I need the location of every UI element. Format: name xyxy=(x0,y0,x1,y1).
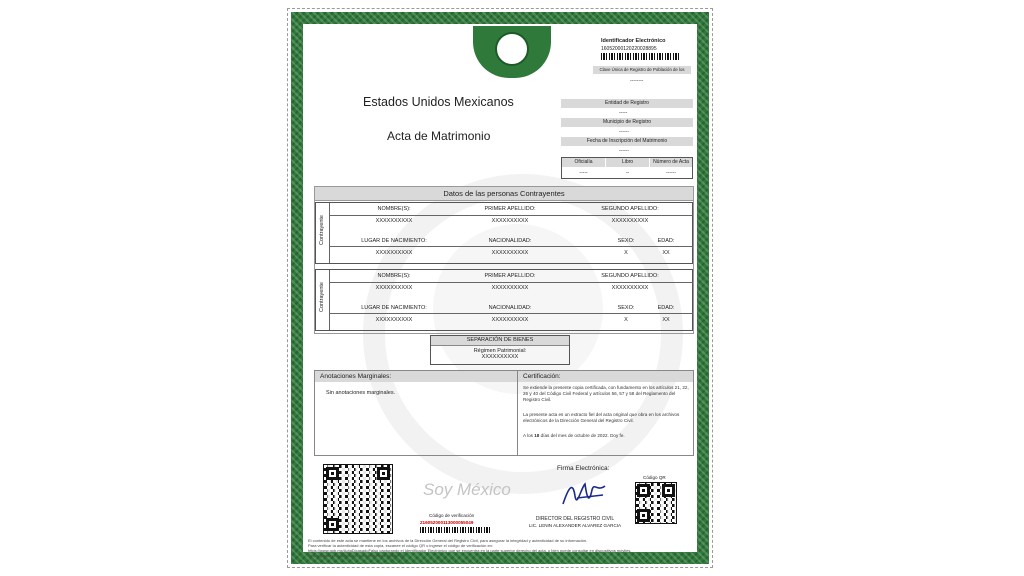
signature-image xyxy=(559,478,609,512)
eagle-emblem-icon xyxy=(495,32,529,66)
anotaciones-title: Anotaciones Marginales: xyxy=(320,373,392,380)
country-title: Estados Unidos Mexicanos xyxy=(363,95,514,109)
lugar-nacimiento-label: LUGAR DE NACIMIENTO: xyxy=(361,238,427,244)
id-barcode xyxy=(601,53,681,60)
nacionalidad-label: NACIONALIDAD: xyxy=(488,305,532,311)
certificate-body xyxy=(303,24,697,558)
edad-value: XX xyxy=(662,250,670,256)
curp-label: Clave Única de Registro de Población de los xyxy=(593,66,691,74)
certificacion-p3: A los 18 días del mes de octubre de 2022. Doy fe. xyxy=(523,433,625,438)
oficialia-label: Oficialía xyxy=(562,158,605,167)
nombre-label: NOMBRE(S): xyxy=(377,273,411,279)
separacion-bienes-title: SEPARACIÓN DE BIENES xyxy=(431,336,569,346)
contrayente-1-side-label: Contrayente xyxy=(319,215,325,245)
lugar-nacimiento-label: LUGAR DE NACIMIENTO: xyxy=(361,305,427,311)
edad-label: EDAD: xyxy=(657,238,675,244)
codigo-verificacion-value: 216052000113000055049 xyxy=(420,520,474,525)
nacionalidad-value: XXXXXXXXXX xyxy=(491,317,529,323)
disclaimer-line-4: descargando una aplicación para lectura de código QR. xyxy=(308,553,407,558)
nacionalidad-value: XXXXXXXXXX xyxy=(491,250,529,256)
contrayente-1-block xyxy=(315,202,693,264)
regimen-label: Régimen Patrimonial: xyxy=(473,348,527,354)
sexo-label: SEXO: xyxy=(617,238,635,244)
contrayente-2-block xyxy=(315,269,693,331)
nombre-value: XXXXXXXXXX xyxy=(375,285,413,291)
verification-barcode xyxy=(420,527,490,533)
edad-value: XX xyxy=(662,317,670,323)
entidad-value: ----- xyxy=(619,110,628,116)
curp-value: -------- xyxy=(630,78,644,84)
green-ornamental-border xyxy=(291,12,709,564)
qr-code-left xyxy=(323,464,393,534)
lugar-nacimiento-value: XXXXXXXXXX xyxy=(375,317,413,323)
numero-acta-value: ------ xyxy=(666,170,676,176)
entidad-label: Entidad de Registro xyxy=(561,99,693,108)
segundo-apellido-value: XXXXXXXXXX xyxy=(611,218,649,224)
firma-electronica-label: Firma Electrónica: xyxy=(557,465,610,472)
anotaciones-certificacion-box xyxy=(314,370,694,456)
separacion-bienes-box xyxy=(430,335,570,365)
codigo-qr-label: Código QR xyxy=(643,475,666,480)
edad-label: EDAD: xyxy=(657,305,675,311)
electronic-id-number: 16052000120220028895 xyxy=(601,46,657,52)
sexo-value: X xyxy=(624,317,628,323)
regimen-value: XXXXXXXXXX xyxy=(481,354,519,360)
disclaimer-line-2: Para verificar la autenticidad de esta copia, escanee el código QR o ingrese el código de verificación en: xyxy=(308,543,493,548)
nombre-label: NOMBRE(S): xyxy=(377,206,411,212)
numero-acta-label: Número de Acta xyxy=(650,158,692,167)
contrayente-2-side-label: Contrayente xyxy=(319,282,325,312)
municipio-value: ------ xyxy=(619,129,629,135)
certificacion-p1: Se extiende la presente copia certificada, con fundamento en los artículos 21, 22, 26 y 40 del Código Civil Federal y artículos 56, 57 y 58 del Reglamento del Registro Civil. xyxy=(523,385,689,402)
codigo-verificacion-label: Código de verificación xyxy=(429,513,475,518)
soy-mexico-logo: Soy México xyxy=(423,480,511,499)
nombre-value: XXXXXXXXXX xyxy=(375,218,413,224)
primer-apellido-label: PRIMER APELLIDO: xyxy=(484,206,536,212)
legal-disclaimer xyxy=(308,538,688,558)
disclaimer-line-1: El contenido de este acta se mantiene en los archivos de la Dirección General del Registro Civil, para asegurar la integridad y autenticidad de su información. xyxy=(308,538,588,543)
certificacion-title: Certificación: xyxy=(523,373,561,380)
oficialia-value: ----- xyxy=(579,170,588,176)
director-name: LIC. LENIN ALEXANDER ALVAREZ GARCIA xyxy=(528,523,622,528)
nacionalidad-label: NACIONALIDAD: xyxy=(488,238,532,244)
primer-apellido-value: XXXXXXXXXX xyxy=(491,285,529,291)
lugar-nacimiento-value: XXXXXXXXXX xyxy=(375,250,413,256)
contrayentes-section-title: Datos de las personas Contrayentes xyxy=(315,187,693,201)
national-coat-of-arms-seal xyxy=(473,26,551,78)
certificate-sheet xyxy=(287,8,713,568)
electronic-id-label: Identificador Electrónico xyxy=(601,38,666,44)
fecha-inscripcion-label: Fecha de Inscripción del Matrimonio xyxy=(561,137,693,146)
segundo-apellido-value: XXXXXXXXXX xyxy=(611,285,649,291)
qr-code-right xyxy=(635,482,677,524)
libro-value: -- xyxy=(625,170,630,176)
libro-label: Libro xyxy=(606,158,649,167)
primer-apellido-label: PRIMER APELLIDO: xyxy=(484,273,536,279)
disclaimer-line-3: https://www.gob.mx/ActaDicasadoFalso capturando el Identificador Electrónico que se encuentra en la parte superior derecho del acta, o bien puede consultar en dispositivos móviles, xyxy=(308,548,632,553)
primer-apellido-value: XXXXXXXXXX xyxy=(491,218,529,224)
anotaciones-text: Sin anotaciones marginales. xyxy=(326,390,396,396)
fecha-inscripcion-value: ------ xyxy=(619,148,629,154)
segundo-apellido-label: SEGUNDO APELLIDO: xyxy=(601,206,659,212)
certificacion-p2: La presente acta es un extracto fiel del acta original que obra en los archivos electrónicos de la Dirección General del Registro Civil. xyxy=(523,412,680,423)
sexo-label: SEXO: xyxy=(617,305,635,311)
document-title: Acta de Matrimonio xyxy=(387,129,491,143)
oficialia-libro-acta-table xyxy=(561,157,693,179)
municipio-label: Municipio de Registro xyxy=(561,118,693,127)
sexo-value: X xyxy=(624,250,628,256)
segundo-apellido-label: SEGUNDO APELLIDO: xyxy=(601,273,659,279)
director-title: DIRECTOR DEL REGISTRO CIVIL xyxy=(535,516,615,522)
